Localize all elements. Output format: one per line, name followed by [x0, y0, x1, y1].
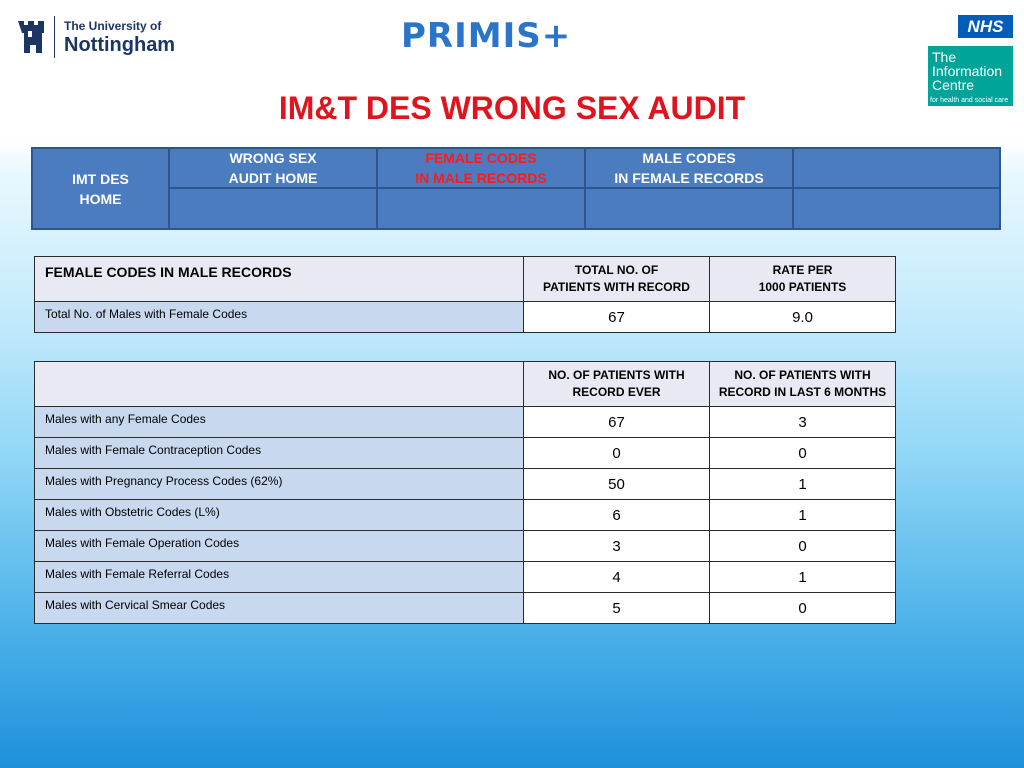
nav-empty-bottom-4 [792, 187, 1001, 230]
ic-tagline: for health and social care [930, 97, 1009, 104]
nav-female-in-male-line2: IN MALE RECORDS [415, 170, 547, 186]
summary-table [34, 256, 896, 333]
detail-col1-line1: NO. OF PATIENTS WITH [548, 368, 685, 382]
castle-crest-icon [16, 17, 46, 57]
row-label: Males with Cervical Smear Codes [35, 593, 524, 624]
page-title: IM&T DES WRONG SEX AUDIT [278, 90, 746, 126]
table-row [35, 500, 896, 531]
table-row [35, 438, 896, 469]
table-row [35, 407, 896, 438]
summary-row [35, 302, 896, 333]
row-ever: 5 [524, 593, 710, 624]
row-ever: 0 [524, 438, 710, 469]
row-ever: 3 [524, 531, 710, 562]
row-last6: 1 [710, 562, 896, 593]
university-name-line2: Nottingham [64, 33, 176, 56]
nhs-logo[interactable]: NHS [958, 15, 1013, 38]
detail-table [34, 361, 896, 624]
summary-col1-line2: PATIENTS WITH RECORD [543, 280, 690, 294]
row-label: Males with Female Contraception Codes [35, 438, 524, 469]
row-last6: 0 [710, 438, 896, 469]
row-last6: 0 [710, 593, 896, 624]
nav-imt-des-home[interactable] [31, 147, 170, 230]
nav-empty-bottom-1 [168, 187, 378, 230]
nav-empty-top [792, 147, 1001, 189]
row-ever: 4 [524, 562, 710, 593]
detail-header-blank [35, 362, 524, 407]
primis-logo[interactable]: PRIMIS+ [401, 16, 572, 56]
summary-title: FEMALE CODES IN MALE RECORDS [35, 257, 524, 302]
nav-empty-bottom-3 [584, 187, 794, 230]
row-last6: 1 [710, 469, 896, 500]
row-label: Males with Female Referral Codes [35, 562, 524, 593]
university-name-line1: The University of [64, 18, 162, 33]
detail-col-last6-header [710, 362, 896, 407]
nav-bar [31, 147, 1001, 230]
detail-col1-line2: RECORD EVER [572, 385, 661, 399]
summary-row-total: 67 [524, 302, 710, 333]
nav-female-codes-in-male-records[interactable] [376, 147, 586, 189]
row-label: Males with Obstetric Codes (L%) [35, 500, 524, 531]
detail-col2-line1: NO. OF PATIENTS WITH [734, 368, 871, 382]
ic-line1: The [932, 49, 957, 65]
summary-col-total-header [524, 257, 710, 302]
nav-male-codes-in-female-records[interactable] [584, 147, 794, 189]
summary-header-row [35, 257, 896, 302]
row-last6: 0 [710, 531, 896, 562]
row-label: Males with Female Operation Codes [35, 531, 524, 562]
nav-male-in-female-line2: IN FEMALE RECORDS [614, 170, 764, 186]
row-last6: 3 [710, 407, 896, 438]
row-label: Males with Pregnancy Process Codes (62%) [35, 469, 524, 500]
table-row [35, 469, 896, 500]
header [0, 0, 1024, 140]
nav-audit-home-line2: AUDIT HOME [228, 170, 318, 186]
summary-row-rate: 9.0 [710, 302, 896, 333]
summary-col2-line2: 1000 PATIENTS [758, 280, 847, 294]
detail-header-row [35, 362, 896, 407]
university-logo[interactable] [16, 16, 175, 58]
row-last6: 1 [710, 500, 896, 531]
ic-line2: Information [932, 63, 1003, 79]
summary-col-rate-header [710, 257, 896, 302]
detail-col-ever-header [524, 362, 710, 407]
summary-col1-line1: TOTAL NO. OF [574, 263, 659, 277]
ic-line3: Centre [932, 77, 975, 93]
row-ever: 6 [524, 500, 710, 531]
row-label: Males with any Female Codes [35, 407, 524, 438]
nav-home-line1: IMT DES [72, 170, 129, 187]
university-name [64, 20, 175, 55]
row-ever: 50 [524, 469, 710, 500]
table-row [35, 562, 896, 593]
summary-col2-line1: RATE PER [772, 263, 833, 277]
summary-row-label: Total No. of Males with Female Codes [35, 302, 524, 333]
detail-col2-line2: RECORD IN LAST 6 MONTHS [718, 385, 887, 399]
nav-empty-bottom-2 [376, 187, 586, 230]
nav-wrong-sex-audit-home[interactable] [168, 147, 378, 189]
table-row [35, 593, 896, 624]
nav-female-in-male-line1: FEMALE CODES [425, 150, 537, 166]
table-row [35, 531, 896, 562]
nav-male-in-female-line1: MALE CODES [642, 150, 736, 166]
nav-home-line2: HOME [79, 190, 122, 207]
logo-divider [54, 16, 55, 58]
row-ever: 67 [524, 407, 710, 438]
nav-audit-home-line1: WRONG SEX [229, 150, 317, 166]
